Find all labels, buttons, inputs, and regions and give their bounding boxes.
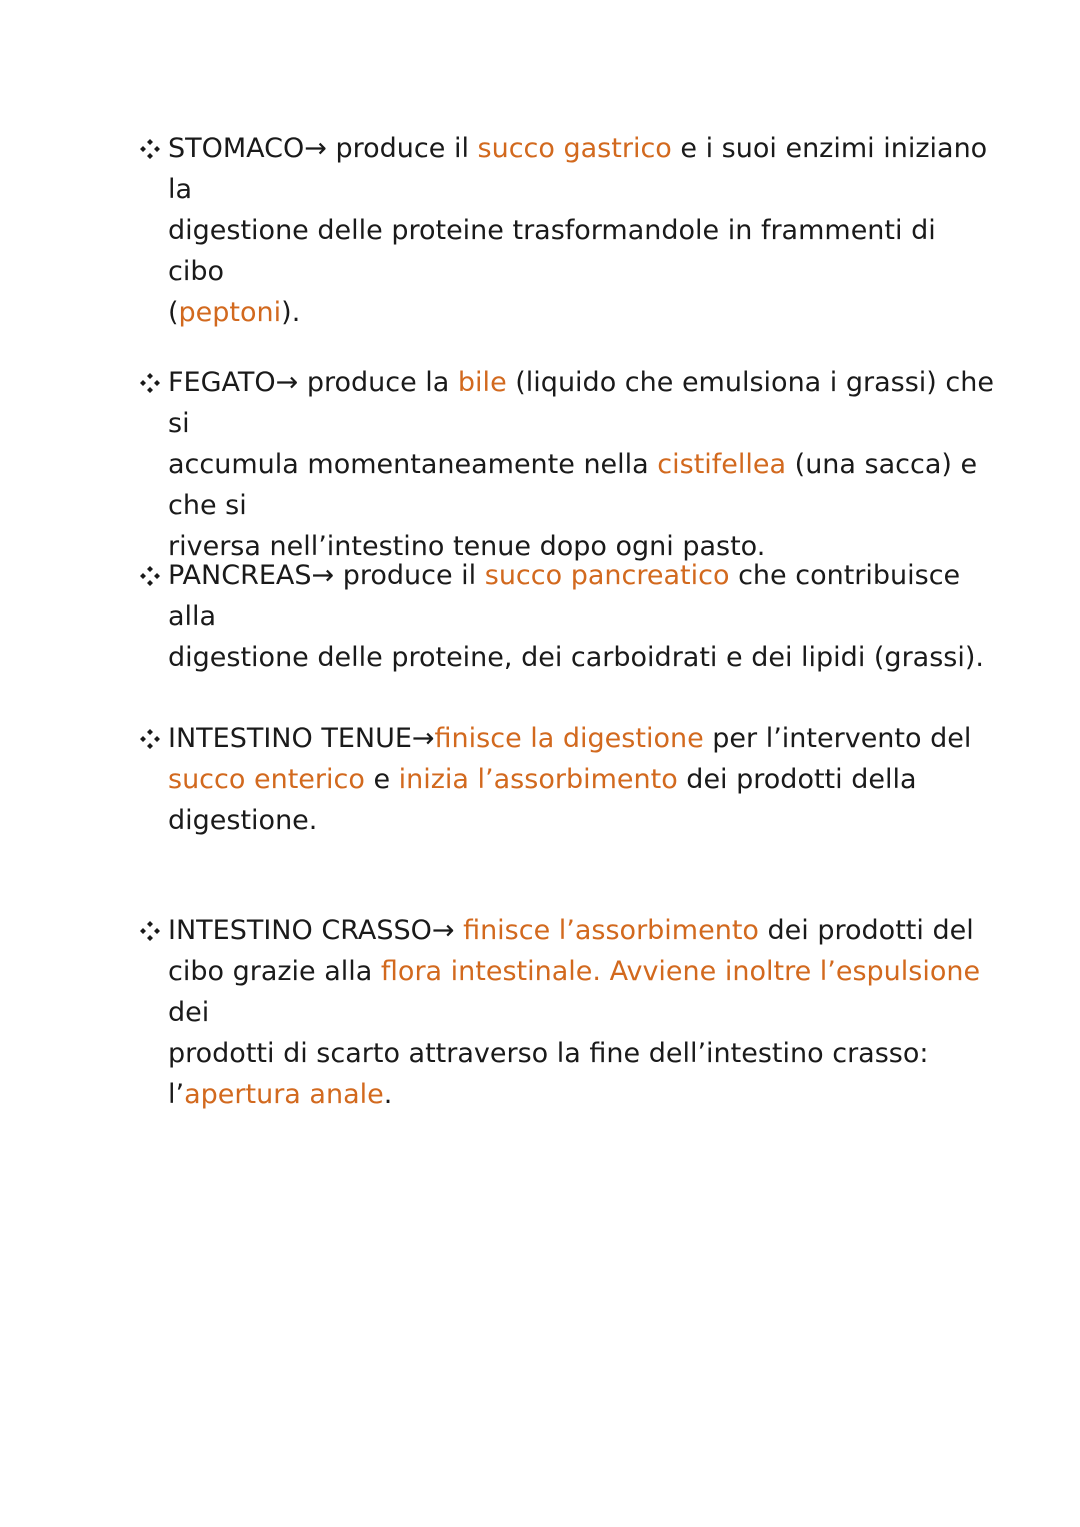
text-run: che contribuisce alla digestione delle proteine, dei carboidrati e dei lipidi (grassi).	[168, 560, 984, 673]
four-diamond-bullet-icon	[135, 555, 165, 596]
highlighted-term: flora intestinale. Avviene inoltre l’espulsione	[380, 956, 981, 987]
four-diamond-bullet-icon	[135, 362, 165, 403]
text-run: PANCREAS→ produce il	[168, 560, 485, 591]
text-run: ).	[281, 297, 301, 328]
list-item-text	[168, 555, 995, 678]
text-run: dei prodotti della digestione.	[168, 764, 917, 836]
text-run: e i suoi enzimi iniziano la digestione delle proteine trasformandole in frammenti di cibo (	[168, 133, 988, 328]
text-run: dei prodotti del cibo grazie alla	[168, 915, 974, 987]
four-diamond-bullet-icon	[135, 910, 165, 951]
text-run: e	[364, 764, 399, 795]
text-run: STOMACO→ produce il	[168, 133, 478, 164]
text-run: dei prodotti di scarto attraverso la fine dell’intestino crasso: l’	[168, 997, 929, 1110]
list-item-text	[168, 128, 995, 333]
list-item-stomaco	[135, 128, 995, 333]
list-item-intestino-crasso	[135, 910, 995, 1115]
highlighted-term: apertura anale	[184, 1079, 384, 1110]
four-diamond-bullet-icon	[135, 128, 165, 169]
list-item-text	[168, 718, 995, 841]
text-run: INTESTINO CRASSO→	[168, 915, 464, 946]
highlighted-term: cistifellea	[657, 449, 787, 480]
list-item-text	[168, 910, 995, 1115]
text-run: .	[383, 1079, 393, 1110]
text-run: (una sacca) e che si riversa nell’intestino tenue dopo ogni pasto.	[168, 449, 978, 562]
list-item-fegato	[135, 362, 995, 567]
text-run: FEGATO→ produce la	[168, 367, 458, 398]
four-diamond-bullet-icon	[135, 718, 165, 759]
highlighted-term: succo enterico	[168, 764, 365, 795]
highlighted-term: finisce l’assorbimento	[463, 915, 759, 946]
highlighted-term: succo pancreatico	[484, 560, 730, 591]
text-run: INTESTINO TENUE→	[168, 723, 435, 754]
highlighted-term: bile	[457, 367, 507, 398]
highlighted-term: finisce la digestione	[434, 723, 704, 754]
list-item-intestino-tenue	[135, 718, 995, 841]
highlighted-term: succo gastrico	[477, 133, 672, 164]
text-run: (liquido che emulsiona i grassi) che si accumula momentaneamente nella	[168, 367, 994, 480]
list-item-pancreas	[135, 555, 995, 678]
highlighted-term: inizia l’assorbimento	[398, 764, 678, 795]
list-item-text	[168, 362, 995, 567]
text-run: per l’intervento del	[712, 723, 972, 754]
highlighted-term: peptoni	[178, 297, 282, 328]
